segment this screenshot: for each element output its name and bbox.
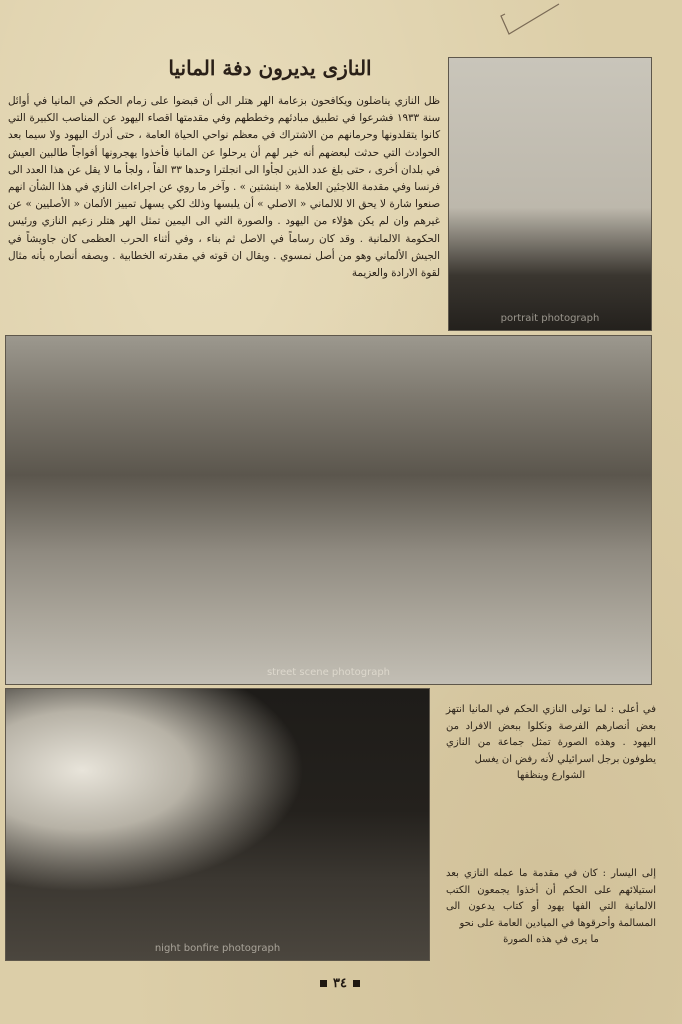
article-headline: النازى يديرون دفة المانيا bbox=[168, 56, 372, 80]
caption-left-last-line: ما يرى في هذه الصورة bbox=[503, 934, 599, 945]
portrait-photo-label: portrait photograph bbox=[500, 313, 600, 324]
caption-top bbox=[446, 702, 656, 785]
pencil-mark-icon bbox=[497, 0, 577, 40]
page-number-value: ٣٤ bbox=[333, 976, 347, 991]
portrait-photo bbox=[448, 57, 652, 331]
street-scene-photo bbox=[5, 335, 652, 685]
bonfire-photo-label: night bonfire photograph bbox=[154, 943, 281, 954]
caption-left-text: إلى اليسار : كان في مقدمة ما عمله النازي بعد استيلائهم على الحكم أن أخذوا يجمعون الكتب الالمانية التي الفها يهود أو كتاب يدعون الى المسالمة وأحرقوها في الميادين العامة على نحو bbox=[446, 868, 656, 929]
caption-top-last-line: الشوارع وينظفها bbox=[516, 770, 586, 781]
page-number bbox=[300, 976, 380, 991]
caption-left-photo bbox=[446, 866, 656, 949]
article-body: ظل النازي يناضلون ويكافحون بزعامة الهر هتلر الى أن قبضوا على زمام الحكم في المانيا في أوائل سنة ١٩٣٣ فشرعوا في تطبيق مبادئهم وخططهم وفي مقدمتها اقصاء اليهود عن المناصب الكبيرة التي كانوا يتقلدونها وحرمانهم من الاشتراك في معظم نواحي الحياة العامة ، حتى أدرك اليهود ولا سيما بعد الحوادث التي حدثت لبعضهم أنه خير لهم أن يرحلوا عن المانيا فأخذوا يهجرونها أفواجاً طالبين العيش في بلدان أخرى ، حتى بلغ عدد الذين لجأوا الى انجلترا وحدها ٣٣ الفاً ، ولجأ ما لا يقل عن هذا العدد الى فرنسا وفي مقدمة اللاجئين العلامة « اينشتين » . وآخر ما روي عن اجراءات النازي في هذا الشأن انهم صنعوا شارة لا يحق الا للالماني « الاصلي » أن يلبسها وذلك لكي يسهل تمييز الألمان « الأصليين » عن غيرهم وان لم يكن هؤلاء من اليهود . والصورة التي الى اليمين تمثل الهر هتلر زعيم النازي ورئيس الحكومة الالمانية . وقد كان رساماً في الاصل ثم بناء ، وفي أثناء الحرب العظمى كان جاويشاً في الجيش الألماني وهو من أصل نمسوي . ويقال ان قوته في مقدرته الخطابية . ويصفه أنصاره بأنه مثال لقوة الارادة والعزيمة bbox=[8, 95, 440, 280]
bonfire-photo bbox=[5, 688, 430, 961]
street-photo-label: street scene photograph bbox=[266, 667, 391, 678]
square-ornament-icon bbox=[353, 980, 360, 987]
caption-top-text: في أعلى : لما تولى النازي الحكم في المانيا انتهز بعض أنصارهم الفرصة ونكلوا ببعض الافراد من اليهود . وهذه الصورة تمثل جماعة من النازي يطوفون برجل اسرائيلي لأنه رفض ان يغسل bbox=[446, 704, 656, 765]
square-ornament-icon bbox=[320, 980, 327, 987]
